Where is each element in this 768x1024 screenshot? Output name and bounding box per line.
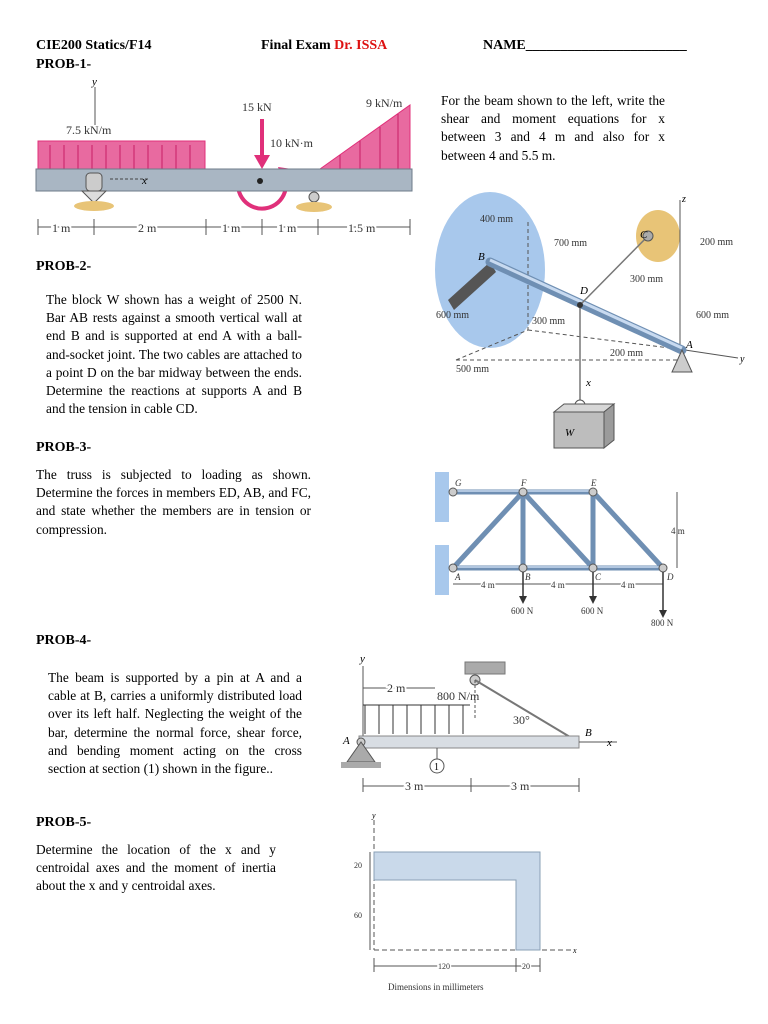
p2-axis-z: z bbox=[682, 194, 686, 205]
prob5-section-figure bbox=[340, 808, 600, 998]
p3-span-2: 4 m bbox=[551, 580, 565, 590]
p3-span-3: 4 m bbox=[621, 580, 635, 590]
p2-axis-y: y bbox=[740, 354, 745, 365]
p5-dim-120: 120 bbox=[438, 962, 450, 971]
prob2-title: PROB-2- bbox=[36, 259, 92, 274]
prob1-title: PROB-1- bbox=[36, 57, 92, 72]
p1-dim-1: 1 m bbox=[52, 221, 71, 235]
p3-height: 4 m bbox=[671, 526, 685, 536]
p5-dim-60: 60 bbox=[354, 911, 362, 920]
p5-axis-x: x bbox=[573, 946, 577, 955]
prob1-beam-figure bbox=[30, 75, 430, 245]
p2-d300b: 300 mm bbox=[532, 316, 566, 327]
p4-dim-3b: 3 m bbox=[511, 779, 530, 793]
p3-node-E: E bbox=[591, 478, 597, 488]
prob1-text: For the beam shown to the left, write the shear and moment equations for x between 3 and 4 m and also for x between 4 and 5.5 m. bbox=[441, 93, 665, 163]
p3-node-D: D bbox=[667, 572, 674, 582]
p3-node-B: B bbox=[525, 572, 531, 582]
p3-load-2: 600 N bbox=[581, 606, 604, 616]
p2-d600b: 600 mm bbox=[696, 310, 730, 321]
p4-angle: 30° bbox=[513, 713, 530, 727]
prob3-truss-figure bbox=[425, 470, 715, 630]
p4-dim-3a: 3 m bbox=[405, 779, 424, 793]
prob2-3d-figure bbox=[420, 190, 760, 450]
p1-dim-2: 2 m bbox=[138, 221, 157, 235]
p2-label-A: A bbox=[686, 339, 693, 351]
p4-section: 1 bbox=[434, 762, 439, 773]
course-code: CIE200 Statics/F14 bbox=[36, 38, 152, 53]
p2-d200a: 200 mm bbox=[700, 237, 734, 248]
prob5-text: Determine the location of the x and y centroidal axes and the moment of inertia about the x and y centroidal axes. bbox=[36, 842, 276, 894]
prob2-text: The block W shown has a weight of 2500 N. Bar AB rests against a smooth vertical wall at end B and is supported at end A with a ball-and-socket joint. The two cables are attached to a point D on the bar midway between the ends. Determine the reactions at supports A and B and the tension in cable CD. bbox=[46, 292, 302, 417]
p4-axis-y: y bbox=[360, 653, 365, 665]
p2-label-C: C bbox=[640, 229, 648, 241]
p3-node-F: F bbox=[521, 478, 527, 488]
name-field[interactable]: NAME_______________________ bbox=[483, 38, 687, 53]
p5-dim-20b: 20 bbox=[522, 962, 530, 971]
p5-dim-20a: 20 bbox=[354, 861, 362, 870]
prob4-text: The beam is supported by a pin at A and a cable at B, carries a uniformly distributed load over its left half. Neglecting the weight of the bar, determine the normal force, shear force, and bending moment acting on the cross section at section (1) shown in the figure.. bbox=[48, 670, 302, 777]
prob4-title: PROB-4- bbox=[36, 633, 92, 648]
p1-dim-5: 1.5 m bbox=[348, 221, 376, 235]
p3-load-3: 800 N bbox=[651, 618, 674, 628]
p3-load-1: 600 N bbox=[511, 606, 534, 616]
p2-d400: 400 mm bbox=[480, 214, 514, 225]
p4-axis-x: x bbox=[607, 737, 612, 749]
p3-node-G: G bbox=[455, 478, 462, 488]
p2-d500: 500 mm bbox=[456, 364, 490, 375]
p4-load: 800 N/m bbox=[437, 689, 480, 703]
exam-label: Final Exam bbox=[261, 38, 335, 53]
p1-axis-y: y bbox=[92, 76, 97, 88]
p5-axis-y: y bbox=[372, 811, 376, 820]
p2-label-x: x bbox=[586, 377, 591, 389]
prob3-text: The truss is subjected to loading as shown. Determine the forces in members ED, AB, and FC, and state whether the members are in tension or compression. bbox=[36, 467, 311, 537]
prob5-title: PROB-5- bbox=[36, 815, 92, 830]
p2-label-D: D bbox=[580, 285, 588, 297]
p2-d700: 700 mm bbox=[554, 238, 588, 249]
p2-label-B: B bbox=[478, 251, 485, 263]
prob4-beam-figure bbox=[335, 650, 625, 800]
p4-label-A: A bbox=[343, 735, 350, 747]
p1-dim-4: 1 m bbox=[278, 221, 297, 235]
p1-axis-x: x bbox=[142, 175, 147, 187]
p5-caption: Dimensions in millimeters bbox=[388, 982, 484, 992]
prob3-title: PROB-3- bbox=[36, 440, 92, 455]
p3-node-C: C bbox=[595, 572, 602, 582]
p4-label-B: B bbox=[585, 727, 592, 739]
p3-span-1: 4 m bbox=[481, 580, 495, 590]
p4-dim-2: 2 m bbox=[387, 681, 406, 695]
p1-point-load: 15 kN bbox=[242, 100, 272, 114]
p2-d300a: 300 mm bbox=[630, 274, 664, 285]
p2-label-W: W bbox=[565, 427, 575, 439]
p2-d200b: 200 mm bbox=[610, 348, 644, 359]
p2-d600a: 600 mm bbox=[436, 310, 470, 321]
p1-load-left: 7.5 kN/m bbox=[66, 123, 112, 137]
p1-moment: 10 kN·m bbox=[270, 136, 313, 150]
p3-node-A: A bbox=[455, 572, 461, 582]
p1-dim-3: 1 m bbox=[222, 221, 241, 235]
p1-load-right: 9 kN/m bbox=[366, 96, 403, 110]
instructor-name: Dr. ISSA bbox=[334, 38, 388, 53]
exam-title bbox=[261, 38, 387, 54]
